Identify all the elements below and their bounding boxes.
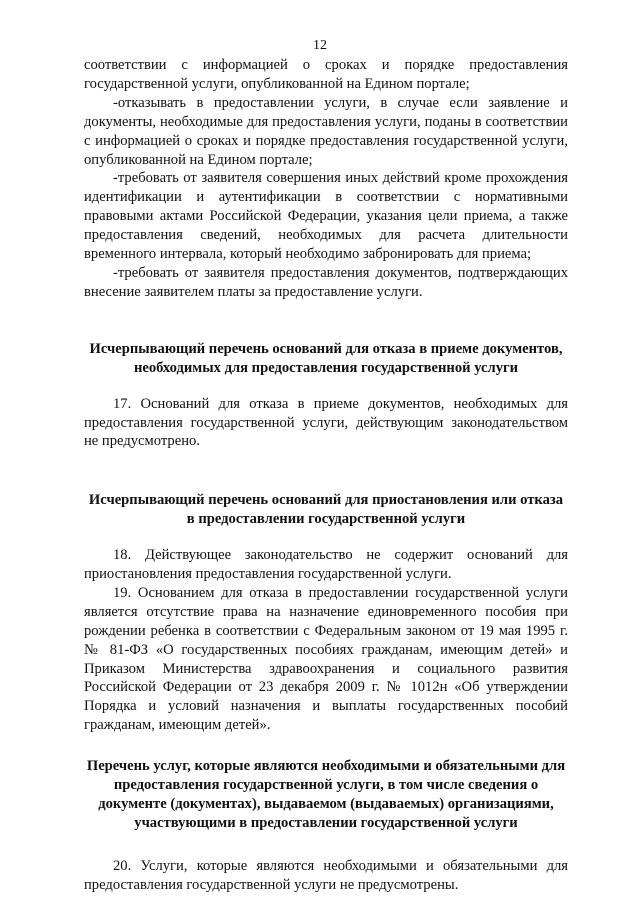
paragraph-20: 20. Услуги, которые являются необходимыми и обязательными для предоставления государственной услуги не предусмотрены. — [84, 857, 568, 893]
paragraph-require-actions: -требовать от заявителя совершения иных действий кроме прохождения идентификации и аутентификации в соответствии с нормативными правовыми актами Российской Федерации, указания цели приема, а также предоставления сведений, необходимых для расчета длительности временного интервала, который необходимо забронировать для приема; — [84, 170, 568, 263]
section-heading-necessary-services: Перечень услуг, которые являются необходимыми и обязательными для предоставления государственной услуги, в том числе сведения о документе (документах), выдаваемом (выдаваемых) организациями, участвующими в предоставлении государственной услуги — [86, 758, 566, 831]
paragraph-refuse-service: -отказывать в предоставлении услуги, в случае если заявление и документы, необходимые для предоставления услуги, поданы в соответствии с информацией о сроках и порядке предоставления государственной услуги, опубликованной на Едином портале; — [84, 94, 568, 168]
paragraph-18: 18. Действующее законодательство не содержит оснований для приостановления предоставления государственной услуги. — [84, 547, 568, 583]
section-heading-suspension-refusal: Исчерпывающий перечень оснований для приостановления или отказа в предоставлении государственной услуги — [88, 492, 564, 528]
paragraph-17: 17. Оснований для отказа в приеме документов, необходимых для предоставления государственной услуги, действующим законодательством не предусмотрено. — [84, 395, 568, 450]
paragraph-continued: соответствии с информацией о сроках и порядке предоставления государственной услуги, опубликованной на Едином портале; — [84, 57, 568, 92]
page-number: 12 — [313, 38, 327, 53]
section-heading-refusal-reception: Исчерпывающий перечень оснований для отказа в приеме документов, необходимых для предоставления государственной услуги — [89, 340, 563, 376]
document-body — [84, 56, 568, 895]
paragraph-19: 19. Основанием для отказа в предоставлении государственной услуги является отсутствие права на назначение единовременного пособия при рождении ребенка в соответствии с Федеральным законом от 19 мая 1995 г. № 81-ФЗ «О государственных пособиях гражданам, имеющим детей» и Приказом Министерства здравоохранения и социального развития Российской Федерации от 23 декабря 2009 г. № 1012н «Об утверждении Порядка и условий назначения и выплаты государственных пособий гражданам, имеющим детей». — [84, 584, 568, 734]
paragraph-require-documents: -требовать от заявителя предоставления документов, подтверждающих внесение заявителем платы за предоставление услуги. — [84, 264, 568, 300]
